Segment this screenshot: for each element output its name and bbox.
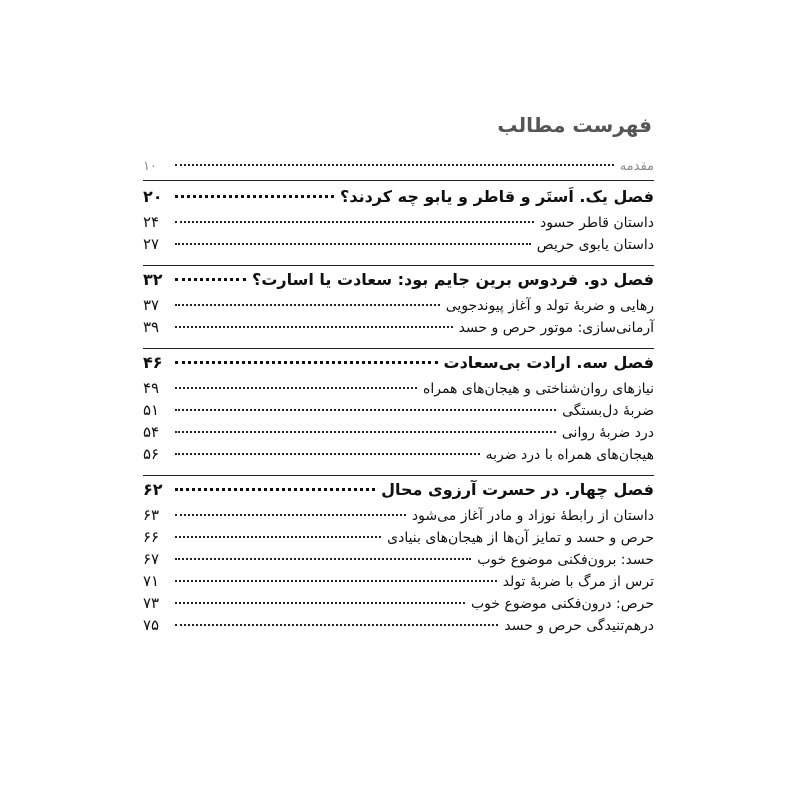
dot-leader bbox=[175, 243, 531, 245]
section-label: حرص: درون‌فکنی موضوع خوب bbox=[471, 596, 654, 612]
section-label: داستان یابوی حریص bbox=[536, 237, 654, 253]
toc-section-row[interactable] bbox=[143, 377, 654, 399]
section-label: نیازهای روان‌شناختی و هیجان‌های همراه bbox=[423, 381, 654, 397]
section-label: هیجان‌های همراه با درد ضربه bbox=[485, 447, 654, 463]
section-label: داستان از رابطهٔ نوزاد و مادر آغاز می‌شود bbox=[411, 508, 654, 524]
dot-leader bbox=[175, 514, 406, 516]
toc-section-row[interactable] bbox=[143, 316, 654, 338]
divider bbox=[143, 180, 654, 181]
toc-section-row[interactable] bbox=[143, 443, 654, 465]
dot-leader bbox=[175, 387, 417, 389]
section-page: ۲۷ bbox=[143, 235, 160, 253]
toc-section-row[interactable] bbox=[143, 592, 654, 614]
section-page: ۳۹ bbox=[143, 318, 160, 336]
dot-leader bbox=[175, 195, 334, 198]
section-page: ۶۷ bbox=[143, 550, 160, 568]
section-page: ۶۳ bbox=[143, 506, 160, 524]
toc-chapter-row[interactable] bbox=[143, 266, 654, 294]
toc-section-row[interactable] bbox=[143, 421, 654, 443]
chapter-title: فصل دو. فردوس برین جایم بود: سعادت یا اسارت؟ bbox=[252, 270, 654, 289]
toc-section-row[interactable] bbox=[143, 614, 654, 636]
dot-leader bbox=[175, 326, 453, 328]
toc-chapter-row[interactable] bbox=[143, 349, 654, 377]
dot-leader bbox=[175, 602, 465, 604]
chapter-title: فصل چهار. در حسرت آرزوی محال bbox=[381, 480, 654, 499]
chapter-title: فصل یک. اَستَر و قاطر و یابو چه کردند؟ bbox=[340, 187, 654, 206]
dot-leader bbox=[175, 558, 471, 560]
chapter-page: ۳۲ bbox=[143, 270, 163, 289]
dot-leader bbox=[175, 278, 246, 281]
toc-section-row[interactable] bbox=[143, 399, 654, 421]
section-page: ۷۳ bbox=[143, 594, 160, 612]
section-label: حسد: برون‌فکنی موضوع خوب bbox=[477, 552, 654, 568]
dot-leader bbox=[175, 453, 480, 455]
toc-chapter-row[interactable] bbox=[143, 183, 654, 211]
toc-intro-row[interactable] bbox=[143, 157, 654, 177]
section-page: ۵۶ bbox=[143, 445, 160, 463]
section-label: رهایی و ضربهٔ تولد و آغاز پیوندجویی bbox=[445, 298, 654, 314]
section-label: ترس از مرگ با ضربهٔ تولد bbox=[502, 574, 654, 590]
chapter-page: ۲۰ bbox=[143, 187, 163, 206]
section-page: ۳۷ bbox=[143, 296, 160, 314]
table-of-contents bbox=[143, 157, 654, 636]
dot-leader bbox=[175, 164, 614, 166]
dot-leader bbox=[175, 221, 534, 223]
dot-leader bbox=[175, 361, 438, 364]
dot-leader bbox=[175, 488, 375, 491]
toc-section-row[interactable] bbox=[143, 504, 654, 526]
toc-section-row[interactable] bbox=[143, 570, 654, 592]
section-page: ۷۱ bbox=[143, 572, 160, 590]
dot-leader bbox=[175, 624, 498, 626]
dot-leader bbox=[175, 409, 556, 411]
toc-chapter-row[interactable] bbox=[143, 476, 654, 504]
dot-leader bbox=[175, 304, 440, 306]
section-label: داستان قاطر حسود bbox=[540, 215, 654, 231]
section-label: حرص و حسد و تمایز آن‌ها از هیجان‌های بنیادی bbox=[387, 530, 654, 546]
section-page: ۶۶ bbox=[143, 528, 160, 546]
section-page: ۴۹ bbox=[143, 379, 160, 397]
chapter-page: ۴۶ bbox=[143, 353, 163, 372]
section-page: ۵۴ bbox=[143, 423, 160, 441]
dot-leader bbox=[175, 536, 381, 538]
section-page: ۷۵ bbox=[143, 616, 160, 634]
dot-leader bbox=[175, 580, 497, 582]
chapter-page: ۶۲ bbox=[143, 480, 163, 499]
section-label: درهم‌تنیدگی حرص و حسد bbox=[504, 618, 654, 634]
section-label: درد ضربهٔ روانی bbox=[561, 425, 654, 441]
chapter-title: فصل سه. ارادت بی‌سعادت bbox=[443, 353, 654, 372]
dot-leader bbox=[175, 431, 556, 433]
section-label: آرمانی‌سازی: موتور حرص و حسد bbox=[458, 320, 654, 336]
toc-intro-page: ۱۰ bbox=[143, 159, 157, 174]
toc-section-row[interactable] bbox=[143, 294, 654, 316]
toc-section-row[interactable] bbox=[143, 548, 654, 570]
toc-section-row[interactable] bbox=[143, 211, 654, 233]
section-label: ضربهٔ دل‌بستگی bbox=[562, 403, 654, 419]
toc-section-row[interactable] bbox=[143, 526, 654, 548]
toc-intro-label: مقدمه bbox=[619, 159, 654, 174]
toc-section-row[interactable] bbox=[143, 233, 654, 255]
toc-title: فهرست مطالب bbox=[497, 113, 652, 137]
section-page: ۲۴ bbox=[143, 213, 160, 231]
section-page: ۵۱ bbox=[143, 401, 160, 419]
